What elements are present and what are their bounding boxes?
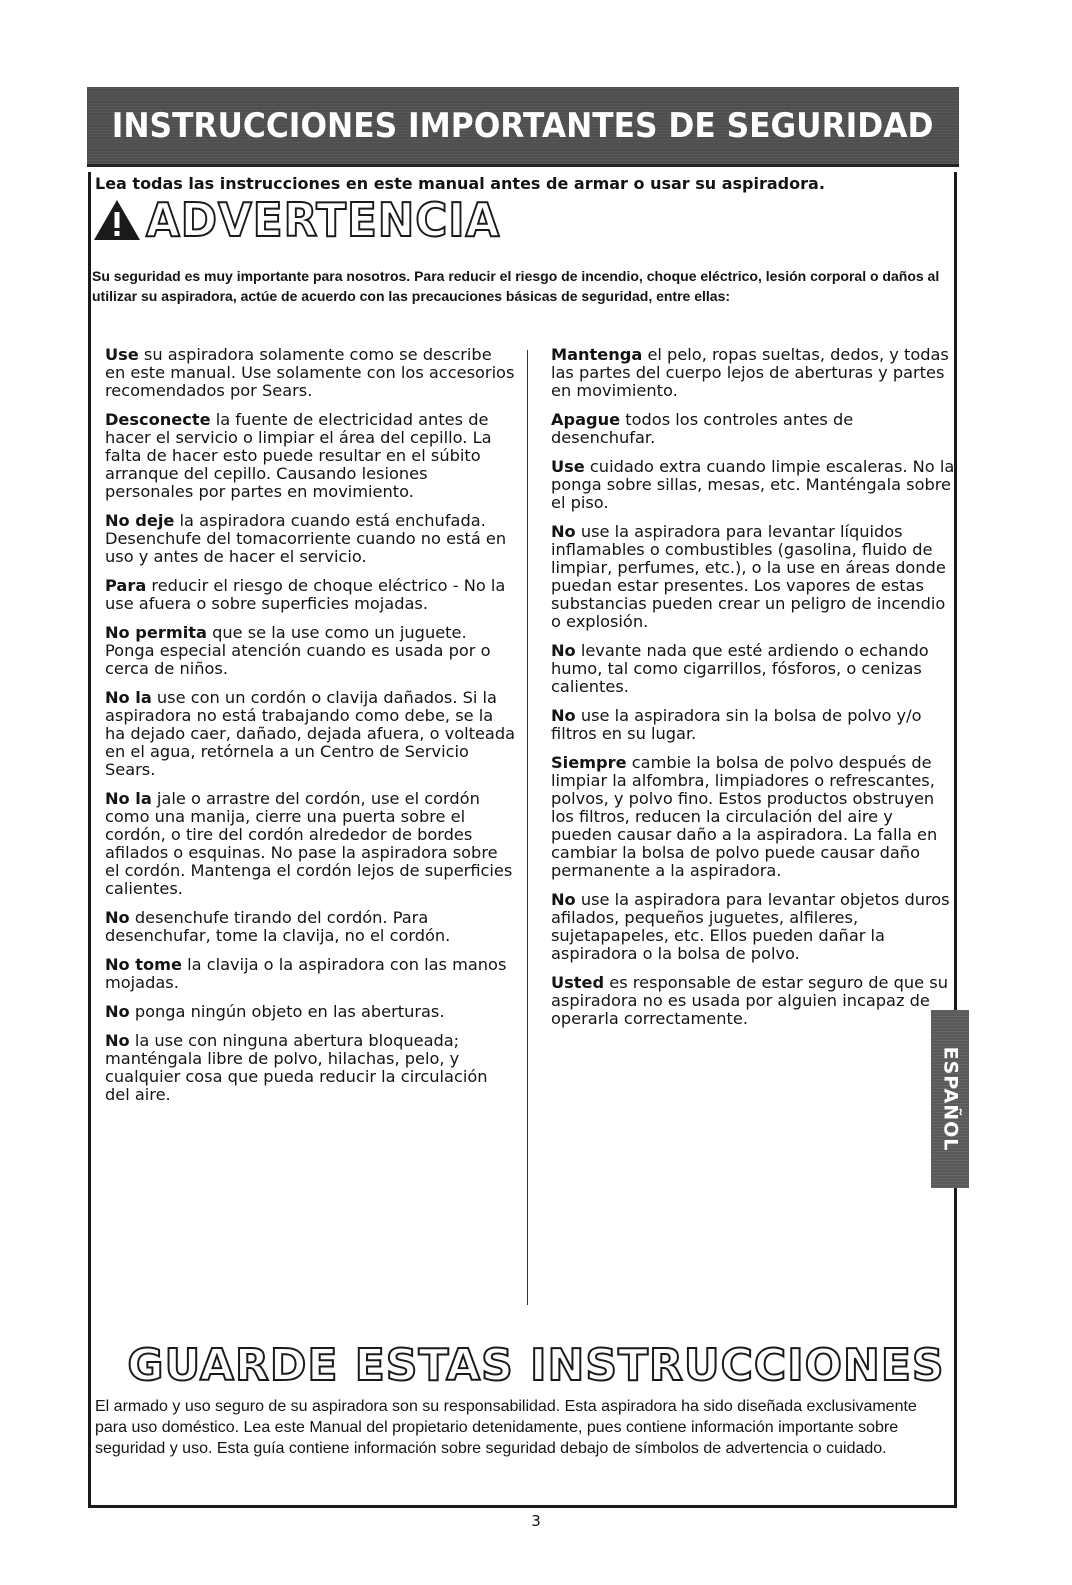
- safety-item-lead: No: [551, 522, 576, 541]
- page-title: INSTRUCCIONES IMPORTANTES DE SEGURIDAD: [112, 105, 934, 146]
- safety-item: [551, 707, 956, 743]
- safety-item: [551, 346, 956, 400]
- safety-item: [551, 642, 956, 696]
- warning-word: ADVERTENCIA: [146, 193, 501, 247]
- safety-item-text: reducir el riesgo de choque eléctrico - No la use afuera o sobre superficies mojadas.: [105, 576, 506, 613]
- safety-item-lead: No permita: [105, 623, 207, 642]
- safety-item-text: ponga ningún objeto en las aberturas.: [129, 1002, 445, 1021]
- safety-item-lead: No: [551, 706, 576, 725]
- safety-item-lead: No la: [105, 688, 152, 707]
- safety-item-text: levante nada que esté ardiendo o echando humo, tal como cigarrillos, fósforos, o cenizas calientes.: [551, 641, 929, 696]
- safety-item-text: use la aspiradora para levantar líquidos inflamables o combustibles (gasolina, fluido de limpiar, perfumes, etc.), o la use en áreas donde puedan estar presentes. Los vapores de estas substancias pueden crear un peligro de incendio o explosión.: [551, 522, 946, 631]
- language-tab-label: ESPAÑOL: [939, 1046, 961, 1152]
- safety-item: [105, 346, 515, 400]
- safety-item-lead: No: [551, 641, 576, 660]
- left-column: [105, 346, 515, 1115]
- safety-item-text: cambie la bolsa de polvo después de limpiar la alfombra, limpiadores o refrescantes, polvos, y polvo fino. Estos productos obstruyen los filtros, reducen la circulación del aire y pueden causar daño a la aspiradora. La falla en cambiar la bolsa de polvo puede causar daño permanente a la aspiradora.: [551, 753, 938, 880]
- warning-triangle-icon: [92, 198, 142, 242]
- safety-item: [105, 624, 515, 678]
- safety-item-lead: Usted: [551, 973, 605, 992]
- safety-item-text: la fuente de electricidad antes de hacer el servicio o limpiar el área del cepillo. La falta de hacer esto puede resultar en el súbito arranque del cepillo. Causando lesiones personales por partes en movimiento.: [105, 410, 492, 501]
- safety-item: [105, 909, 515, 945]
- safety-intro: Su seguridad es muy importante para nosotros. Para reducir el riesgo de incendio, choque eléctrico, lesión corporal o daños al utilizar su aspiradora, actúe de acuerdo con las precauciones básicas de seguridad, entre ellas:: [92, 268, 940, 304]
- safety-item: [551, 974, 956, 1028]
- safety-item: [105, 689, 515, 779]
- safety-item: [551, 458, 956, 512]
- safety-item: [105, 577, 515, 613]
- safety-item: [105, 512, 515, 566]
- safety-item-text: todos los controles antes de desenchufar.: [551, 410, 854, 447]
- warning-heading: [92, 194, 519, 246]
- safety-item-text: el pelo, ropas sueltas, dedos, y todas las partes del cuerpo lejos de aberturas y partes en movimiento.: [551, 345, 949, 400]
- safety-item: [551, 411, 956, 447]
- safety-item: [105, 790, 515, 898]
- safety-item-lead: Use: [105, 345, 139, 364]
- safety-item: [551, 891, 956, 963]
- safety-item-text: su aspiradora solamente como se describe en este manual. Use solamente con los accesorios recomendados por Sears.: [105, 345, 515, 400]
- safety-item-lead: Use: [551, 457, 585, 476]
- safety-item-text: use con un cordón o clavija dañados. Si la aspiradora no está trabajando como debe, se la ha dejado caer, dañado, dejada afuera, o volteada en el agua, retórnela a un Centro de Servicio Sears.: [105, 688, 516, 779]
- safety-item-lead: No tome: [105, 955, 183, 974]
- save-instructions-title: GUARDE ESTAS INSTRUCCIONES: [127, 1340, 945, 1391]
- column-divider: [527, 350, 528, 1305]
- safety-item-text: la use con ninguna abertura bloqueada; manténgala libre de polvo, hilachas, pelo, y cualquier cosa que pueda reducir la circulación del aire.: [105, 1031, 488, 1104]
- safety-item-text: desenchufe tirando del cordón. Para desenchufar, tome la clavija, no el cordón.: [105, 908, 451, 945]
- safety-item-text: la clavija o la aspiradora con las manos mojadas.: [105, 955, 507, 992]
- safety-item: [105, 411, 515, 501]
- right-column: [551, 346, 956, 1039]
- safety-item-lead: Siempre: [551, 753, 627, 772]
- safety-item: [551, 754, 956, 880]
- language-tab: [931, 1010, 969, 1188]
- intro-text: Lea todas las instrucciones en este manual antes de armar o usar su aspiradora.: [95, 174, 825, 193]
- safety-item-text: que se la use como un juguete. Ponga especial atención cuando es usada por o cerca de niños.: [105, 623, 491, 678]
- safety-item-lead: No la: [105, 789, 152, 808]
- safety-item-text: la aspiradora cuando está enchufada. Desenchufe del tomacorriente cuando no está en uso y antes de hacer el servicio.: [105, 511, 507, 566]
- safety-item-text: use la aspiradora sin la bolsa de polvo y/o filtros en su lugar.: [551, 706, 922, 743]
- safety-item-lead: Para: [105, 576, 147, 595]
- safety-item-lead: No deje: [105, 511, 175, 530]
- safety-item-lead: No: [105, 1031, 130, 1050]
- page-number: 3: [531, 1512, 541, 1530]
- safety-item: [551, 523, 956, 631]
- safety-item: [105, 956, 515, 992]
- safety-item: [105, 1003, 515, 1021]
- safety-item-lead: Mantenga: [551, 345, 643, 364]
- safety-item-text: use la aspiradora para levantar objetos duros afilados, pequeños juguetes, alfileres, sujetapapeles, etc. Ellos pueden dañar la aspiradora o la bolsa de polvo.: [551, 890, 950, 963]
- safety-item-text: es responsable de estar seguro de que su aspiradora no es usada por alguien incapaz de operarla correctamente.: [551, 973, 948, 1028]
- title-banner: [87, 87, 959, 167]
- safety-item-text: cuidado extra cuando limpie escaleras. No la ponga sobre sillas, mesas, etc. Manténgala sobre el piso.: [551, 457, 955, 512]
- closing-paragraph: El armado y uso seguro de su aspiradora son su responsabilidad. Esta aspiradora ha sido diseñada exclusivamente para uso doméstico. Lea este Manual del propietario detenidamente, pues contiene información importante sobre seguridad y uso. Esta guía contiene información sobre seguridad debajo de símbolos de advertencia o cuidado.: [95, 1398, 917, 1457]
- safety-item-lead: No: [105, 908, 130, 927]
- safety-item-lead: No: [105, 1002, 130, 1021]
- safety-item-lead: Apague: [551, 410, 621, 429]
- safety-item-lead: No: [551, 890, 576, 909]
- safety-item-lead: Desconecte: [105, 410, 211, 429]
- safety-item-text: jale o arrastre del cordón, use el cordón como una manija, cierre una puerta sobre el cordón, o tire del cordón alrededor de bordes afilados o esquinas. No pase la aspiradora sobre el cordón. Mantenga el cordón lejos de superficies calientes.: [105, 789, 513, 898]
- safety-item: [105, 1032, 515, 1104]
